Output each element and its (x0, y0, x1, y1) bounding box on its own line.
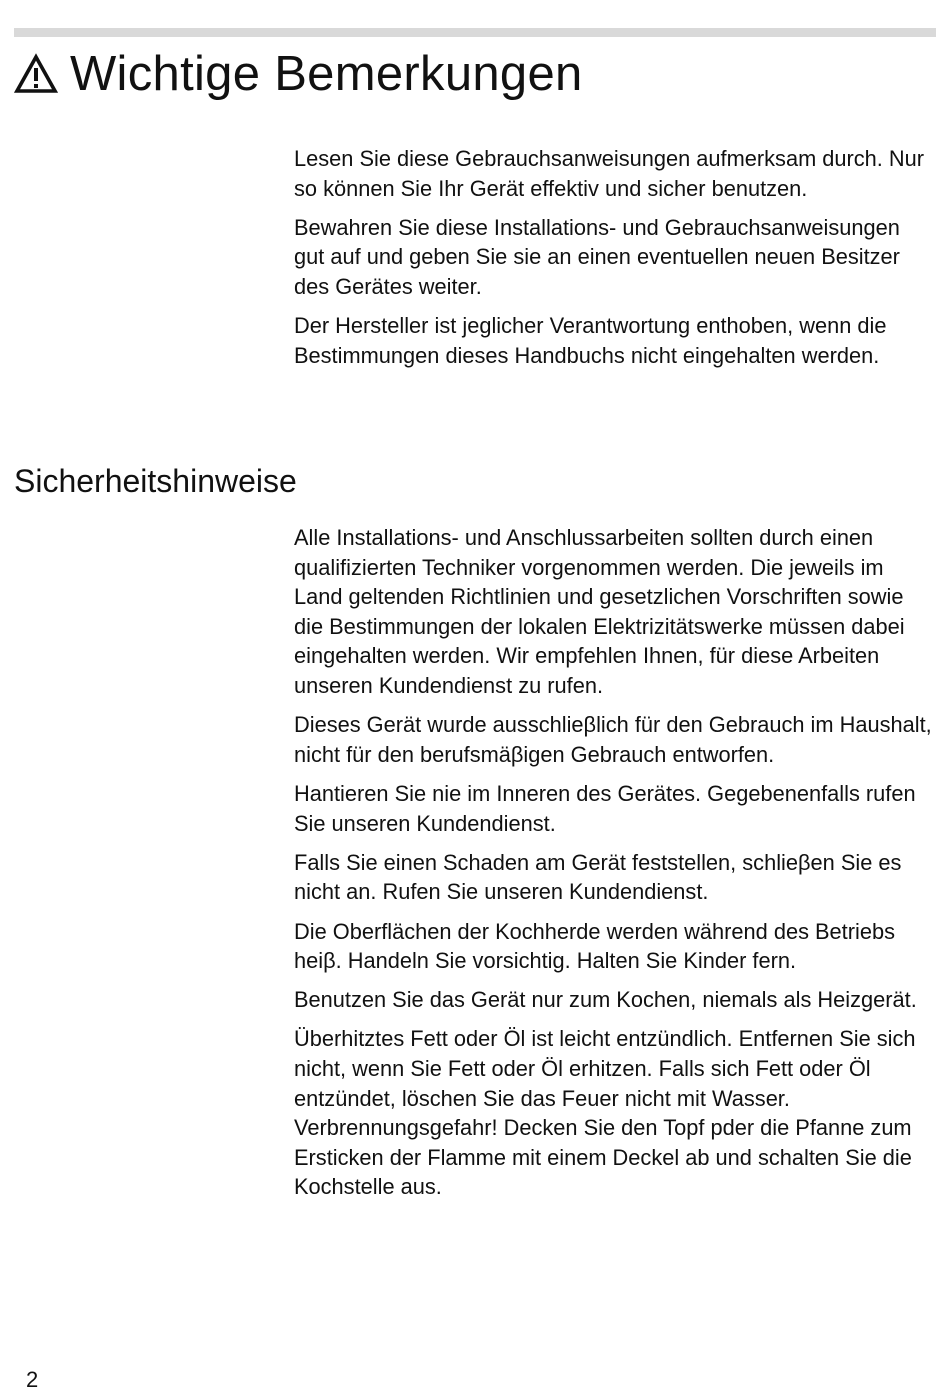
page-number: 2 (26, 1367, 39, 1392)
safety-paragraph: Die Oberflächen der Kochherde werden während des Betriebs heiβ. Handeln Sie vorsichtig. Halten Sie Kinder fern. (294, 918, 895, 974)
safety-paragraph: Dieses Gerät wurde ausschlieβlich für den Gebrauch im Haushalt, nicht für den berufsmäβigen Gebrauch entworfen. (294, 712, 932, 767)
safety-paragraph: Alle Installations- und Anschlussarbeiten sollten durch einen qualifizierten Techniker vorgenommen werden. Die jeweils im Land geltenden Richtlinien und gesetzlichen Vorschriften sowie die Bestimmungen der lokalen Elektrizitätswerke müssen dabei eingehalten werden. Wir empfehlen Ihnen, für diese Arbeiten unseren Kundendienst zu rufen. (294, 525, 905, 698)
safety-paragraph: Überhitztes Fett oder Öl ist leicht entzündlich. Entfernen Sie sich nicht, wenn Sie Fett oder Öl erhitzen. Falls sich Fett oder Öl entzündet, löschen Sie das Feuer nicht mit Wasser. Verbrennungsgefahr! Decken Sie den Topf pder die Pfanne zum Ersticken der Flamme mit einem Deckel ab und schalten Sie die Kochstelle aus. (294, 1026, 916, 1200)
page-header (14, 44, 583, 104)
safety-paragraph: Hantieren Sie nie im Inneren des Gerätes. Gegebenenfalls rufen Sie unseren Kundendienst. (294, 780, 916, 836)
intro-paragraph: Bewahren Sie diese Installations- und Gebrauchsanweisungen gut auf und geben Sie sie an einen eventuellen neuen Besitzer des Gerätes weiter. (294, 214, 900, 299)
intro-section (294, 144, 934, 380)
intro-paragraph: Der Hersteller ist jeglicher Verantwortung enthoben, wenn die Bestimmungen dieses Handbuchs nicht eingehalten werden. (294, 313, 887, 368)
page-title: Wichtige Bemerkungen (70, 47, 583, 101)
safety-section (294, 523, 934, 1212)
section-heading-safety: Sicherheitshinweise (14, 463, 297, 499)
warning-triangle-icon (14, 53, 58, 95)
safety-paragraph: Benutzen Sie das Gerät nur zum Kochen, niemals als Heizgerät. (294, 987, 917, 1013)
top-rule (14, 28, 936, 37)
safety-paragraph: Falls Sie einen Schaden am Gerät feststellen, schlieβen Sie es nicht an. Rufen Sie unseren Kundendienst. (294, 849, 902, 905)
intro-paragraph: Lesen Sie diese Gebrauchsanweisungen aufmerksam durch. Nur so können Sie Ihr Gerät effektiv und sicher benutzen. (294, 146, 925, 201)
